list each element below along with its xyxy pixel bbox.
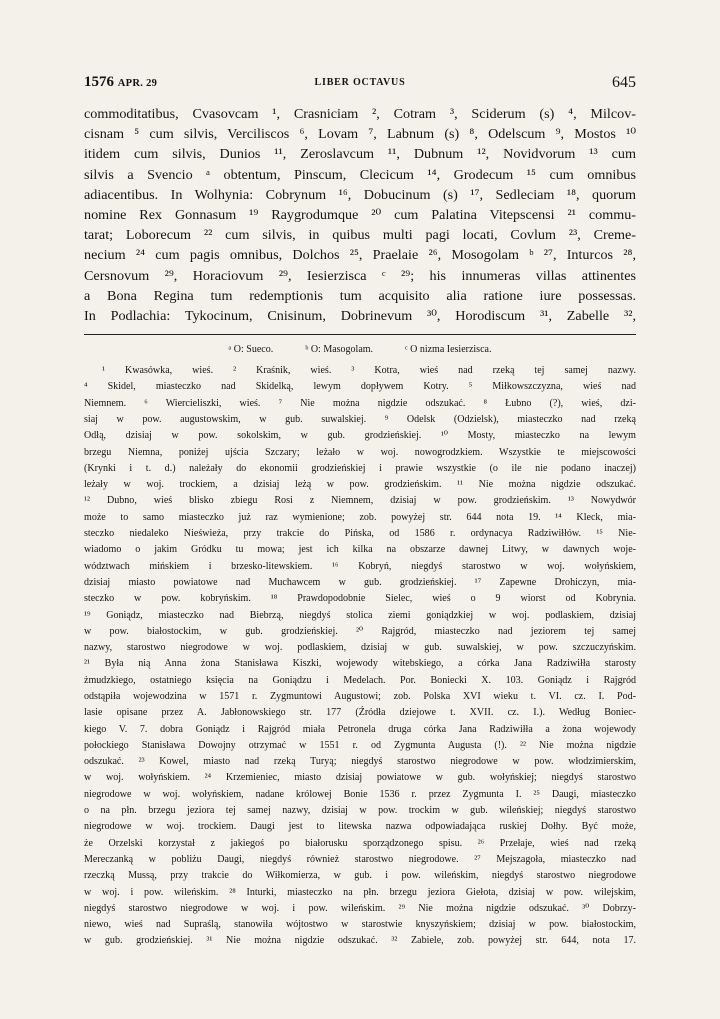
footnote-line: odstąpiła wojewodzina w 1571 r. Zygmuntowi Augustowi; zob. Polska XVI wieku t. VI. cz. I. Pod- <box>84 691 636 702</box>
header-book-title: LIBER OCTAVUS <box>314 77 406 88</box>
footnote-line: odszukać. ²³ Kowel, miasto nad rzeką Turyą; niegdyś starostwo niegrodowe w pow. włodzimierskim, <box>84 756 636 768</box>
footnote-line: niegrodowe w woj. trockiem. Daugi jest to litewska nazwa odpowiadająca ruskiej Dołhy. Być może, <box>84 821 636 833</box>
footnote-line: że Orzelski korzystał z jakiegoś po białorusku sporządzonego spisu. ²⁶ Przełaje, wieś nad rzeką <box>84 837 636 849</box>
footnote-line: ¹² Dubno, wieś blisko zbiegu Rosi z Niemnem, dzisiaj w pow. grodzieńskim. ¹³ Nowydwór <box>84 495 636 507</box>
alpha-note: ᶜ O nizma Iesierzisca. <box>405 344 492 356</box>
footnote-line: nazwy, starostwo niegrodowe w woj. podlaskiem, dzisiaj w gub. suwalskiej, w pow. szczuczyńskim. <box>84 642 636 654</box>
footnote-line: brzegu Niemna, poniżej ujścia Szczary; leżało w woj. nowogrodzkiem. Wszystkie te miejscowości <box>84 446 636 458</box>
main-text-line: nomine Rex Gonnasum ¹⁹ Raygrodumque ²⁰ cum Palatina Vitepscensi ²¹ commu- <box>84 206 636 223</box>
main-text-line: itidem cum silvis, Dunios ¹¹, Zeroslavcum ¹¹, Dubnum ¹², Novidvorum ¹³ cum <box>84 146 636 163</box>
footnote-line: ²¹ Była nią Anna żona Stanisława Kiszki, wojewody witebskiego, a córka Jana Radziwiłła starosty <box>84 658 636 670</box>
footnote-line: niegdyś starostwo niegrodowe w woj. i pow. wileńskim. ²⁹ Nie można nigdzie odszukać. ³⁰ Dobrzy- <box>84 902 636 914</box>
footnote-line: Mereczanką w pobliżu Daugi, niegdyś również starostwo niegrodowe. ²⁷ Mejszagoła, miasteczko nad <box>84 853 636 865</box>
footnote-line: niewo, wieś nad Supraślą, stanowiła wójtostwo w starostwie knyszyńskiem; dzisiaj w pow. białostockim, <box>84 919 636 931</box>
footnote-line: (Krynki i t. d.) należały do ekonomii grodzieńskiej i prawie wszystkie (o ile nie podano inaczej) <box>84 462 636 474</box>
footnote-line: wiadomo o jakim Gródku tu mowa; jest ich kilka na obszarze dawnej Litwy, w dawnych woje- <box>84 544 636 556</box>
footnote-line: rzeczką Mussą, przy trakcie do Wiłkomierza, w gub. i pow. wileńskim, niegdyś starostwo niegrodowe <box>84 870 636 882</box>
footnote-line: siaj w pow. augustowskim, w gub. suwalskiej. ⁹ Odelsk (Odzielsk), miasteczko nad rzeką <box>84 413 636 425</box>
footnote-line: w woj. i pow. wileńskim. ²⁸ Inturki, miasteczko na płn. brzegu jeziora Giełota, dzisiaj w pow. wilejskim, <box>84 886 636 898</box>
footnote-divider <box>84 334 636 335</box>
main-text-line: In Podlachia: Tykocinum, Cnisinum, Dobrinevum ³⁰, Horodiscum ³¹, Zabelle ³², <box>84 307 636 324</box>
footnote-line: dzisiaj miasto powiatowe nad Muchawcem w gub. grodzieńskiej. ¹⁷ Zapewne Drohiczyn, mia- <box>84 576 636 588</box>
footnote-line: leżały w woj. trockiem, a dzisiaj leżą w pow. grodzieńskim. ¹¹ Nie można nigdzie odszukać. <box>84 479 636 491</box>
alpha-note: ᵃ O: Sueco. <box>228 344 274 356</box>
main-text-line: adiacentibus. In Wolhynia: Cobrynum ¹⁶, Dobucinum (s) ¹⁷, Sedleciam ¹⁸, quorum <box>84 186 636 203</box>
main-text-line: necium ²⁴ cum pagis omnibus, Dolchos ²⁵, Praelaie ²⁶, Mosogolam ᵇ ²⁷, Inturcos ²⁸, <box>84 247 636 264</box>
alpha-note: ᵇ O: Masogolam. <box>305 344 374 356</box>
main-text-line: silvis a Svencio ᵃ obtentum, Pinscum, Cleciсum ¹⁴, Grodecum ¹⁵ cum omnibus <box>84 166 636 183</box>
footnote-line: połockiego Stanisława Dowojny otrzymać w 1551 r. od Zygmunta Augusta (!). ²² Nie można nigdzie <box>84 739 636 751</box>
main-text-line: tarat; Loborecum ²² cum silvis, in quibus multi pagi locati, Covlum ²³, Creme- <box>84 227 636 244</box>
footnote-line: o na płn. brzegu jeziora tej samej nazwy, dzisiaj w pow. trockim w gub. wileńskiej; niegdyś starostwo <box>84 805 636 817</box>
footnote-line: wództwach mińskiem i brzesko-litewskiem. ¹⁶ Kobryń, niegdyś starostwo w woj. wołyńskiem, <box>84 560 636 572</box>
footnote-line: kiego V. 7. dobra Goniądz i Rajgród miała Petronela druga córka Jana Radziwiłła a żona wojewody <box>84 723 636 735</box>
footnote-line: w gub. grodzieńskiej. ³¹ Nie można nigdzie odszukać. ³² Zabiele, zob. powyżej str. 644, nota 17. <box>84 935 636 947</box>
footnote-line: steczko w pow. kobryńskim. ¹⁸ Prawdopodobnie Sielec, wieś o 9 wiorst od Kobrynia. <box>84 593 636 605</box>
footnote-line: steczko niedaleko Nieświeża, przy trakcie do Pińska, od 1586 r. ordynacya Radziwiłłów. ¹⁵ Nie- <box>84 528 636 540</box>
header-year: 1576 <box>84 74 114 90</box>
footnote-line: może to samo miasteczko już raz wymienione; zob. powyżej str. 644 nota 19. ¹⁴ Kleck, mia- <box>84 511 636 523</box>
running-header <box>84 74 636 96</box>
footnote-line: ⁴ Skidel, miasteczko nad Skidelką, lewym dopływem Kotry. ⁵ Miłkowszczyzna, wieś nad <box>84 381 636 393</box>
footnotes <box>84 363 636 950</box>
main-text-line: commoditatibus, Cvasovcam ¹, Crasniciam ², Cotram ³, Sciderum (s) ⁴, Milcov- <box>84 106 636 122</box>
footnote-line: niegrodowe w woj. wołyńskiem, nadane królowej Bonie 1536 r. przez Zygmunta I. ²⁵ Daugi, miasteczko <box>84 788 636 800</box>
main-text-line: a Bona Regina tum redemptionis tum acquisito alia ratione iure possessas. <box>84 287 636 304</box>
footnote-line: Niemnem. ⁶ Wiercieliszki, wieś. ⁷ Nie można nigdzie odszukać. ⁸ Łubno (?), wieś, dzi- <box>84 397 636 409</box>
document-page <box>84 74 636 950</box>
main-text-line: cisnam ⁵ cum silvis, Verciliscos ⁶, Lovam ⁷, Labnum (s) ⁸, Odelscum ⁹, Mostos ¹⁰ <box>84 126 636 143</box>
footnote-line: lasie opisane przez A. Jabłonowskiego str. 177 (Źródła dziejowe t. XVII. cz. I.). Według Boniec- <box>84 707 636 719</box>
main-text-line: Cersnovum ²⁹, Horaciovum ²⁹, Iesierzisca ᶜ ²⁹; his innumeras villas attinentes <box>84 267 636 284</box>
page-number: 645 <box>612 74 636 91</box>
header-month-day: APR. 29 <box>117 78 158 89</box>
footnote-line: w woj. wołyńskiem. ²⁴ Krzemieniec, miasto dzisiaj powiatowe w gub. wołyńskiej; niegdyś starostwo <box>84 772 636 784</box>
footnote-line: żmudzkiego, ostatniego księcia na Goniądzu i Medelach. Por. Boniecki X. 103. Goniądz i Rajgród <box>84 674 636 686</box>
footnote-line: w pow. białostockim, w gub. grodzieńskiej. ²⁰ Rajgród, miasteczko nad jeziorem tej samej <box>84 625 636 637</box>
alphabetic-notes <box>84 343 636 357</box>
footnote-line: Odłą, dzisiaj w pow. sokolskim, w gub. grodzieńskiej. ¹⁰ Mosty, miasteczko na lewym <box>84 430 636 442</box>
main-text <box>84 104 636 326</box>
footnote-line: ¹ Kwasówka, wieś. ² Kraśnik, wieś. ³ Kotra, wieś nad rzeką tej samej nazwy. <box>102 365 636 377</box>
footnote-line: ¹⁹ Goniądz, miasteczko nad Biebrzą, niegdyś stolica ziemi goniądzkiej w woj. podlaskiem, dzisiaj <box>84 609 636 621</box>
